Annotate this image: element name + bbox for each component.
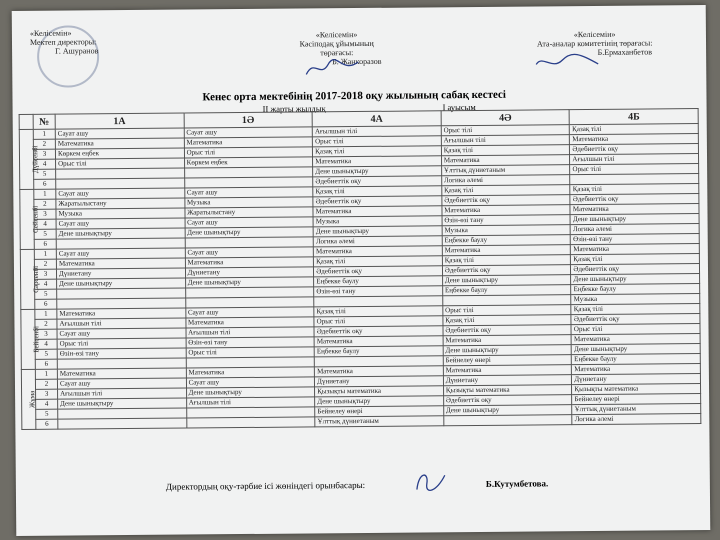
lesson-cell: Дене шынықтыру <box>443 345 572 356</box>
lesson-cell: Математика <box>315 366 444 377</box>
lesson-number: 6 <box>34 239 56 249</box>
lesson-cell: Орыс тілі <box>314 316 443 327</box>
lesson-cell: Қызықты математика <box>315 386 444 397</box>
lesson-cell: Орыс тілі <box>571 324 700 335</box>
lesson-cell: Дене шынықтыру <box>313 226 442 237</box>
lesson-cell: Сауат ашу <box>185 307 314 318</box>
lesson-cell: Әдебиеттік оқу <box>443 395 572 406</box>
lesson-cell: Әдебиеттік оқу <box>314 266 443 277</box>
lesson-cell: Бейнелеу өнері <box>572 394 701 405</box>
lesson-cell <box>58 418 187 429</box>
lesson-cell: Қазақ тілі <box>571 304 700 315</box>
lesson-cell: Ағылшын тілі <box>570 154 699 165</box>
lesson-cell: Сауат ашу <box>185 247 314 258</box>
lesson-number: 3 <box>35 329 57 339</box>
lesson-cell: Математика <box>185 257 314 268</box>
lesson-cell: Ағылшын тілі <box>186 327 315 338</box>
lesson-cell <box>186 417 315 428</box>
day-name: Сейсенбі <box>31 205 40 233</box>
header-middle-role2: төрағасы: <box>320 48 354 58</box>
signature-right-icon <box>532 50 602 75</box>
lesson-cell: Әдебиеттік оқу <box>570 194 699 205</box>
lesson-cell: Ұлттық дүниетаным <box>572 404 701 415</box>
lesson-number: 3 <box>36 389 58 399</box>
lesson-cell: Қазақ тілі <box>314 306 443 317</box>
lesson-number: 4 <box>36 399 58 409</box>
header-4ae: 4Ә <box>441 110 570 126</box>
day-name: Бейсенбі <box>32 326 41 353</box>
lesson-cell: Орыс тілі <box>570 164 699 175</box>
lesson-number: 5 <box>36 409 58 419</box>
lesson-cell: Математика <box>56 258 185 269</box>
lesson-number: 1 <box>34 189 56 199</box>
header-middle-approval: «Келісемін» <box>315 30 358 40</box>
lesson-cell: Өзін-өзі тану <box>571 234 700 245</box>
lesson-cell: Дене шынықтыру <box>571 274 700 285</box>
lesson-cell: Бейнелеу өнері <box>315 406 444 417</box>
lesson-cell: Дүниетану <box>56 268 185 279</box>
lesson-cell: Математика <box>442 245 571 256</box>
header-right-name: Б.Ермаханбетов <box>597 47 653 57</box>
lesson-cell: Математика <box>572 364 701 375</box>
lesson-number: 2 <box>34 199 56 209</box>
lesson-number: 2 <box>33 139 55 149</box>
lesson-cell: Әдебиеттік оқу <box>570 144 699 155</box>
lesson-cell: Қазақ тілі <box>570 184 699 195</box>
header-1a: 1А <box>55 113 184 129</box>
lesson-cell: Орыс тілі <box>313 136 442 147</box>
day-name: Жұма <box>28 390 37 409</box>
lesson-cell: Орыс тілі <box>56 158 185 169</box>
lesson-cell: Дене шынықтыру <box>56 228 185 239</box>
lesson-number: 6 <box>35 359 57 369</box>
day-label <box>19 129 40 189</box>
lesson-number: 1 <box>33 129 55 139</box>
lesson-cell: Қазақ тілі <box>442 185 571 196</box>
lesson-number: 2 <box>35 379 57 389</box>
lesson-number: 4 <box>35 279 57 289</box>
lesson-cell: Дене шынықтыру <box>185 277 314 288</box>
day-label <box>21 309 41 369</box>
lesson-cell: Математика <box>314 336 443 347</box>
lesson-cell: Әдебиеттік оқу <box>571 264 700 275</box>
lesson-cell: Ағылшын тілі <box>441 135 570 146</box>
header-num: № <box>33 114 55 129</box>
lesson-cell <box>444 415 573 426</box>
footer-label: Директордың оқу-тәрбие ісі жөніндегі орынбасары: <box>165 479 366 492</box>
shift-label: I ауысым <box>442 101 476 113</box>
lesson-cell: Дүниетану <box>185 267 314 278</box>
lesson-cell: Еңбекке баулу <box>442 235 571 246</box>
day-label <box>20 189 40 249</box>
header-right-approval: «Келісемін» <box>573 29 616 40</box>
lesson-cell: Сауат ашу <box>56 188 185 199</box>
lesson-cell: Әдебиеттік оқу <box>442 195 571 206</box>
lesson-cell: Қазақ тілі <box>570 124 699 135</box>
lesson-number: 5 <box>35 349 57 359</box>
lesson-cell: Математика <box>57 308 186 319</box>
lesson-cell: Қазақ тілі <box>442 255 571 266</box>
lesson-cell: Қазақ тілі <box>443 315 572 326</box>
lesson-cell: Әдебиеттік оқу <box>313 176 442 187</box>
lesson-cell: Дүниетану <box>315 376 444 387</box>
header-day-cell <box>19 114 33 129</box>
lesson-cell: Қызықты математика <box>572 384 701 395</box>
lesson-cell: Математика <box>442 205 571 216</box>
lesson-cell: Сауат ашу <box>55 128 184 139</box>
lesson-cell: Дене шынықтыру <box>185 227 314 238</box>
schedule-sheet <box>12 5 711 536</box>
lesson-cell: Өзін-өзі тану <box>186 337 315 348</box>
lesson-cell: Көркем еңбек <box>184 157 313 168</box>
lesson-cell: Көркем еңбек <box>55 148 184 159</box>
day-label <box>20 249 41 309</box>
lesson-cell: Логика әлемі <box>441 175 570 186</box>
lesson-cell: Еңбекке баулу <box>314 276 443 287</box>
lesson-cell: Музыка <box>442 225 571 236</box>
lesson-cell: Сауат ашу <box>184 187 313 198</box>
lesson-cell: Математика <box>313 206 442 217</box>
lesson-number: 2 <box>34 259 56 269</box>
lesson-cell: Дене шынықтыру <box>443 405 572 416</box>
lesson-cell: Ұлттық дүниетаным <box>441 165 570 176</box>
lesson-cell: Математика <box>571 244 700 255</box>
lesson-cell: Математика <box>571 334 700 345</box>
header-left-approval: «Келісемін» <box>29 28 72 38</box>
lesson-cell: Әдебиеттік оқу <box>314 326 443 337</box>
header-middle-role: Кәсіподақ ұйымының <box>299 38 374 49</box>
lesson-cell: Орыс тілі <box>57 338 186 349</box>
lesson-cell: Орыс тілі <box>441 125 570 136</box>
lesson-cell: Дене шынықтыру <box>315 396 444 407</box>
lesson-cell: Математика <box>313 156 442 167</box>
lesson-number: 5 <box>34 229 56 239</box>
header-left-name: Г. Ашуранов <box>55 46 99 56</box>
lesson-cell: Дене шынықтыру <box>57 278 186 289</box>
lesson-cell: Ағылшын тілі <box>57 318 186 329</box>
lesson-number: 6 <box>35 299 57 309</box>
signature-footer-icon <box>411 469 451 493</box>
lesson-cell: Сауат ашу <box>184 127 313 138</box>
lesson-cell: Еңбекке баулу <box>571 284 700 295</box>
lesson-cell: Қазақ тілі <box>313 146 442 157</box>
header-left-role: Мектеп директоры: <box>29 37 97 47</box>
lesson-cell: Өзін-өзі тану <box>442 215 571 226</box>
day-name: Сәрсенбі <box>31 265 41 293</box>
signature-middle-icon <box>302 56 362 81</box>
lesson-cell: Әдебиеттік оқу <box>313 196 442 207</box>
header-4a: 4А <box>312 111 441 127</box>
lesson-cell: Дене шынықтыру <box>442 275 571 286</box>
lesson-cell: Қазақ тілі <box>571 254 700 265</box>
lesson-cell: Еңбекке баулу <box>572 354 701 365</box>
lesson-cell: Сауат ашу <box>56 248 185 259</box>
lesson-cell: Сауат ашу <box>57 328 186 339</box>
lesson-number: 4 <box>34 159 56 169</box>
lesson-number: 3 <box>33 149 55 159</box>
lesson-number: 3 <box>34 269 56 279</box>
lesson-cell: Сауат ашу <box>186 377 315 388</box>
lesson-cell: Сауат ашу <box>57 378 186 389</box>
lesson-cell: Дене шынықтыру <box>186 387 315 398</box>
lesson-cell: Дене шынықтыру <box>570 214 699 225</box>
lesson-cell: Математика <box>570 134 699 145</box>
lesson-cell: Логика әлемі <box>570 224 699 235</box>
lesson-cell: Математика <box>55 138 184 149</box>
lesson-cell: Еңбекке баулу <box>314 346 443 357</box>
header-right-role: Ата-аналар комитетінің төрағасы: <box>536 38 653 49</box>
lesson-cell: Жаратылыстану <box>185 207 314 218</box>
lesson-cell: Ағылшын тілі <box>186 397 315 408</box>
day-name: Дүйсенбі <box>31 145 40 174</box>
lesson-cell: Математика <box>443 365 572 376</box>
lesson-cell: Ұлттық дүниетаным <box>315 416 444 427</box>
lesson-number: 6 <box>34 179 56 189</box>
lesson-cell: Математика <box>441 155 570 166</box>
lesson-cell: Дене шынықтыру <box>313 166 442 177</box>
lesson-cell: Ағылшын тілі <box>312 126 441 137</box>
lesson-cell: Орыс тілі <box>186 347 315 358</box>
lesson-cell: Дүниетану <box>572 374 701 385</box>
day-label <box>21 369 36 429</box>
header-1ae: 1Ә <box>184 112 313 128</box>
lesson-cell: Жаратылыстану <box>56 198 185 209</box>
lesson-number: 3 <box>34 209 56 219</box>
header-middle-name: Б. Жанкоразов <box>332 56 382 67</box>
lesson-cell: Орыс тілі <box>184 147 313 158</box>
lesson-cell: Музыка <box>313 216 442 227</box>
lesson-number: 6 <box>36 419 58 429</box>
lesson-cell: Математика <box>443 335 572 346</box>
lesson-cell: Өзін-өзі тану <box>314 286 443 297</box>
lesson-cell: Бейнелеу өнері <box>443 355 572 366</box>
lesson-cell: Логика әлемі <box>313 236 442 247</box>
lesson-cell: Математика <box>186 317 315 328</box>
lesson-cell: Орыс тілі <box>443 305 572 316</box>
lesson-number: 4 <box>35 339 57 349</box>
lesson-cell: Дүниетану <box>443 375 572 386</box>
lesson-cell: Қазақ тілі <box>313 186 442 197</box>
lesson-cell: Математика <box>570 204 699 215</box>
lesson-cell: Сауат ашу <box>185 217 314 228</box>
lesson-cell: Ағылшын тілі <box>58 388 187 399</box>
header-4b: 4Б <box>569 109 698 125</box>
lesson-cell: Әдебиеттік оқу <box>443 325 572 336</box>
page-title: Кенес орта мектебінің 2017-2018 оқу жылының сабақ кестесі <box>202 88 507 104</box>
lesson-number: 1 <box>35 309 57 319</box>
lesson-cell: Қызықты математика <box>443 385 572 396</box>
lesson-cell: Сауат ашу <box>56 218 185 229</box>
lesson-cell: Математика <box>186 367 315 378</box>
lesson-cell: Математика <box>313 246 442 257</box>
lesson-cell: Дене шынықтыру <box>572 344 701 355</box>
header-left <box>30 28 99 56</box>
lesson-cell: Қазақ тілі <box>441 145 570 156</box>
lesson-cell: Математика <box>184 137 313 148</box>
lesson-cell: Логика әлемі <box>572 414 701 425</box>
lesson-number: 5 <box>35 289 57 299</box>
lesson-cell: Музыка <box>571 294 700 305</box>
lesson-number: 5 <box>34 169 56 179</box>
lesson-cell: Қазақ тілі <box>314 256 443 267</box>
lesson-number: 4 <box>34 219 56 229</box>
lesson-number: 2 <box>35 319 57 329</box>
lesson-cell: Еңбекке баулу <box>442 285 571 296</box>
lesson-number: 1 <box>35 369 57 379</box>
lesson-cell: Математика <box>57 368 186 379</box>
lesson-cell: Әдебиеттік оқу <box>442 265 571 276</box>
lesson-number: 1 <box>34 249 56 259</box>
lesson-cell: Музыка <box>184 197 313 208</box>
footer-name: Б.Кутумбетова. <box>485 478 549 489</box>
lesson-cell: Әдебиеттік оқу <box>571 314 700 325</box>
semester-label: II жарты жылдық <box>262 103 326 114</box>
schedule-table <box>19 108 702 430</box>
lesson-cell: Өзін-өзі тану <box>57 348 186 359</box>
lesson-cell: Дене шынықтыру <box>58 398 187 409</box>
lesson-cell: Музыка <box>56 208 185 219</box>
